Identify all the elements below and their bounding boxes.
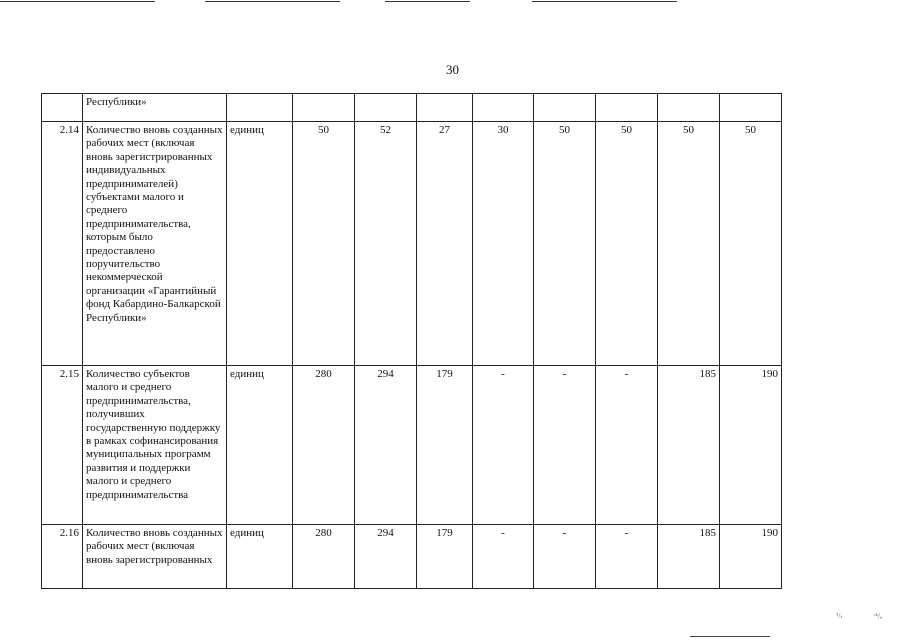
value-cell: 280 (293, 525, 355, 589)
scan-line (0, 1, 155, 2)
row-number: 2.16 (42, 525, 83, 589)
table-row (42, 525, 782, 589)
value-cell: - (596, 366, 658, 525)
value-cell: 294 (355, 525, 417, 589)
indicator-name: Республики» (83, 94, 227, 122)
value-cell (534, 94, 596, 122)
value-cell: - (534, 525, 596, 589)
value-cell: 190 (720, 366, 782, 525)
value-cell: 50 (658, 122, 720, 366)
value-cell: 50 (534, 122, 596, 366)
value-cell: 50 (293, 122, 355, 366)
value-cell (293, 94, 355, 122)
indicator-name: Количество вновь созданных рабочих мест (включая вновь зарегистрированных (83, 525, 227, 589)
value-cell (596, 94, 658, 122)
scan-line (205, 1, 340, 2)
table-row (42, 94, 782, 122)
value-cell: 185 (658, 366, 720, 525)
value-cell: 50 (720, 122, 782, 366)
value-cell: - (473, 366, 534, 525)
unit-cell: единиц (227, 366, 293, 525)
value-cell: 294 (355, 366, 417, 525)
row-number: 2.15 (42, 366, 83, 525)
scan-line (532, 1, 677, 2)
indicator-name: Количество субъектов малого и среднего предпринимательства, получивших государственную поддержку в рамках софинансирования муниципальных программ развития и поддержки малого и среднего предпринимательства (83, 366, 227, 525)
unit-cell (227, 94, 293, 122)
value-cell (473, 94, 534, 122)
value-cell (658, 94, 720, 122)
page-number: 30 (446, 62, 459, 77)
value-cell (720, 94, 782, 122)
row-number (42, 94, 83, 122)
value-cell: 27 (417, 122, 473, 366)
value-cell (417, 94, 473, 122)
value-cell: 30 (473, 122, 534, 366)
value-cell (355, 94, 417, 122)
value-cell: 280 (293, 366, 355, 525)
value-cell: 179 (417, 366, 473, 525)
value-cell: 50 (596, 122, 658, 366)
value-cell: 179 (417, 525, 473, 589)
indicators-table (41, 93, 782, 589)
table-row (42, 366, 782, 525)
value-cell: - (473, 525, 534, 589)
value-cell: 190 (720, 525, 782, 589)
unit-cell: единиц (227, 122, 293, 366)
value-cell: - (534, 366, 596, 525)
table-row (42, 122, 782, 366)
scan-mark-left: ᵀ/ₜ (836, 612, 843, 620)
unit-cell: единиц (227, 525, 293, 589)
indicator-name: Количество вновь созданных рабочих мест (включая вновь зарегистрированных индивидуальных предпринимателей) субъектами малого и среднего предпринимательства, которым было предоставлено поручительство некоммерческой организации «Гарантийный фонд Кабардино-Балкарской Республики» (83, 122, 227, 366)
scan-line (385, 1, 470, 2)
scan-mark-right: ᶜᵏ/ₐ (874, 612, 882, 620)
scan-line (690, 636, 770, 637)
row-number: 2.14 (42, 122, 83, 366)
value-cell: 52 (355, 122, 417, 366)
value-cell: 185 (658, 525, 720, 589)
value-cell: - (596, 525, 658, 589)
